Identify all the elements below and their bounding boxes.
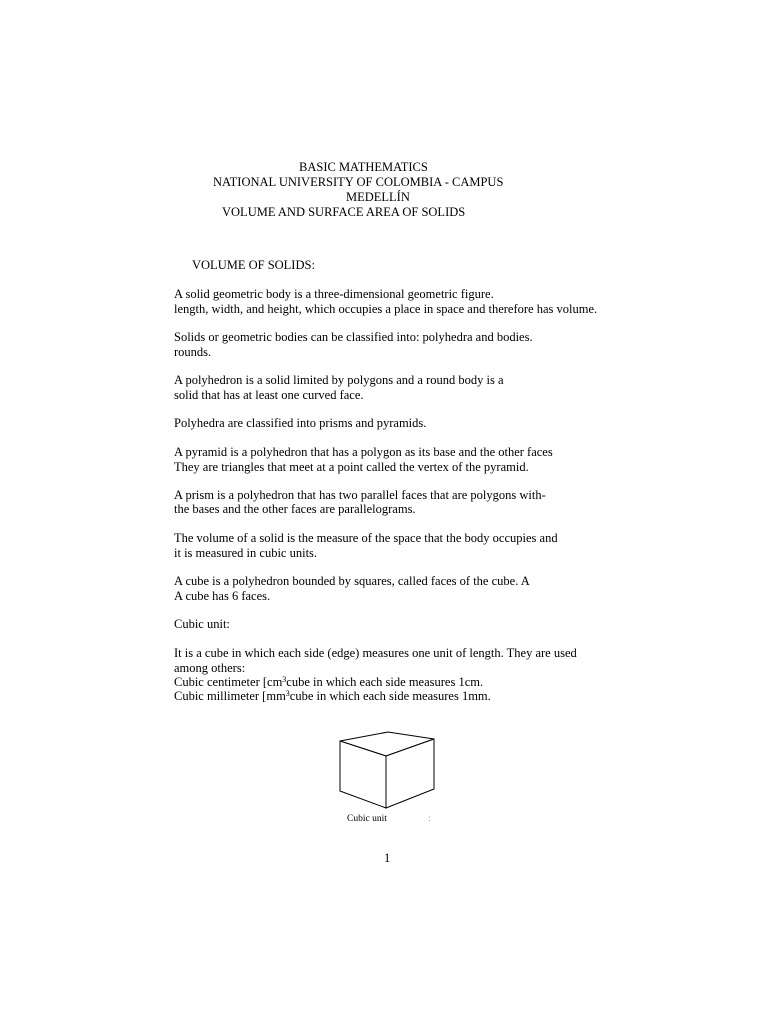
paragraph-prism-line-1: A prism is a polyhedron that has two parallel faces that are polygons with-	[174, 488, 546, 502]
paragraph-classification-line-1: Solids or geometric bodies can be classified into: polyhedra and bodies.	[174, 330, 533, 344]
cubic-millimeter-line	[174, 689, 491, 704]
paragraph-volume-line-2: it is measured in cubic units.	[174, 546, 318, 560]
cubic-centimeter-rest: cube in which each side measures 1cm.	[286, 675, 484, 689]
university-name: NATIONAL UNIVERSITY OF COLOMBIA - CAMPUS	[213, 175, 504, 189]
paragraph-cube-line-1: A cube is a polyhedron bounded by squares, called faces of the cube. A	[174, 574, 530, 588]
paragraph-polyhedron-line-1: A polyhedron is a solid limited by polygons and a round body is a	[174, 373, 504, 387]
paragraph-classification-line-2: rounds.	[174, 345, 212, 359]
paragraph-polyhedron-line-2: solid that has at least one curved face.	[174, 388, 364, 402]
page-number: 1	[384, 851, 391, 865]
paragraph-solid-body-line-1: A solid geometric body is a three-dimensional geometric figure.	[174, 287, 494, 301]
paragraph-pyramid-line-2: They are triangles that meet at a point called the vertex of the pyramid.	[174, 460, 529, 474]
section-heading: VOLUME OF SOLIDS:	[192, 258, 315, 272]
paragraph-polyhedra-types: Polyhedra are classified into prisms and pyramids.	[174, 416, 427, 430]
cubic-millimeter-prefix: Cubic millimeter [mm	[174, 689, 286, 703]
paragraph-cube-line-2: A cube has 6 faces.	[174, 589, 271, 603]
paragraph-cubic-unit-heading: Cubic unit:	[174, 617, 230, 631]
cubic-millimeter-exponent: 3	[285, 689, 290, 698]
campus-city: MEDELLÍN	[346, 190, 410, 204]
cubic-centimeter-exponent: 3	[282, 675, 287, 684]
figure-caption: Cubic unit	[347, 814, 387, 824]
paragraph-cubic-unit-def-line-1: It is a cube in which each side (edge) measures one unit of length. They are used	[174, 646, 577, 660]
paragraph-pyramid-line-1: A pyramid is a polyhedron that has a polygon as its base and the other faces	[174, 445, 553, 459]
cubic-centimeter-line	[174, 675, 483, 690]
paragraph-solid-body-line-2: length, width, and height, which occupies a place in space and therefore has volume.	[174, 302, 598, 316]
figure-caption-mark: :	[428, 814, 431, 824]
document-subject: VOLUME AND SURFACE AREA OF SOLIDS	[222, 205, 466, 219]
document-title: BASIC MATHEMATICS	[299, 160, 428, 174]
cubic-centimeter-prefix: Cubic centimeter [cm	[174, 675, 283, 689]
paragraph-volume-line-1: The volume of a solid is the measure of the space that the body occupies and	[174, 531, 558, 545]
paragraph-prism-line-2: the bases and the other faces are parallelograms.	[174, 502, 416, 516]
paragraph-cubic-unit-def-line-2: among others:	[174, 661, 246, 675]
cubic-millimeter-rest: cube in which each side measures 1mm.	[289, 689, 491, 703]
cube-figure	[338, 731, 436, 809]
